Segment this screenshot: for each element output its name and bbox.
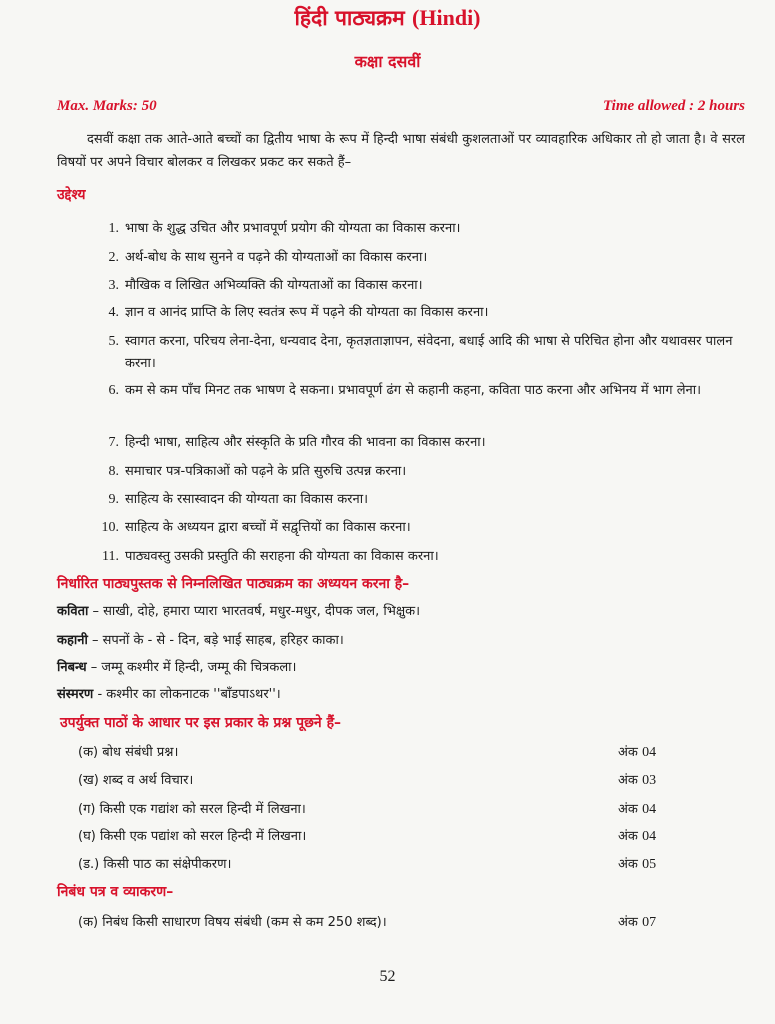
time-allowed: Time allowed : 2 hours (603, 98, 745, 114)
class-subtitle: कक्षा दसवीं (354, 52, 421, 71)
objective-number: 4. (108, 305, 119, 320)
grammar-heading: निबंध पत्र व व्याकरण– (57, 884, 174, 900)
title-hindi: हिंदी पाठ्यक्रम (294, 6, 405, 30)
objective-text: मौखिक व लिखित अभिव्यक्ति की योग्यताओं का विकास करना। (125, 278, 423, 293)
objective-number: 8. (108, 464, 119, 479)
objective-text: साहित्य के अध्ययन द्वारा बच्चों में सद्वृत्तियों का विकास करना। (125, 520, 411, 535)
question-text: (घ) किसी एक पद्यांश को सरल हिन्दी में लिखना। (78, 829, 307, 844)
objective-item (93, 489, 747, 511)
literature-item (57, 630, 344, 652)
literature-label: कविता (57, 604, 89, 619)
literature-label: निबन्ध (57, 660, 87, 675)
objective-item (93, 218, 747, 240)
objective-item (93, 546, 747, 568)
objective-number: 3. (108, 278, 119, 293)
literature-text: – साखी, दोहे, हमारा प्यारा भारतवर्ष, मधुर-मधुर, दीपक जल, भिक्षुक। (88, 604, 421, 619)
literature-item (57, 657, 296, 679)
question-marks (618, 799, 656, 821)
question-marks (618, 854, 656, 876)
literature-label: संस्मरण (57, 687, 94, 702)
objective-number: 7. (108, 435, 119, 450)
objective-item (93, 461, 747, 483)
literature-label: कहानी (57, 633, 88, 648)
question-text: (ग) किसी एक गद्यांश को सरल हिन्दी में लिखना। (78, 802, 306, 817)
objective-number: 5. (108, 334, 119, 349)
literature-item (57, 684, 281, 706)
objective-number: 10. (101, 520, 119, 535)
objective-number: 11. (102, 549, 119, 564)
objective-item (93, 275, 747, 297)
intro-paragraph: दसवीं कक्षा तक आते-आते बच्चों का द्वितीय भाषा के रूप में हिन्दी भाषा संबंधी कुशलताओं पर व्यावहारिक अधिकार तो हो जाता है। वे सरल विषयों पर अपने विचार बोलकर व लिखकर प्रकट कर सकते हैं– (57, 132, 745, 170)
objective-text: समाचार पत्र-पत्रिकाओं को पढ़ने के प्रति सुरुचि उत्पन्न करना। (125, 464, 407, 479)
objective-number: 2. (108, 250, 119, 265)
max-marks: Max. Marks: 50 (57, 98, 157, 114)
question-text: (ड.) किसी पाठ का संक्षेपीकरण। (78, 857, 232, 872)
objective-item (93, 331, 747, 375)
marks-value: 04 (642, 745, 657, 760)
marks-value: 04 (642, 802, 657, 817)
objective-item (93, 247, 747, 269)
objective-item (93, 380, 747, 402)
questions-heading: उपर्युक्त पाठों के आधार पर इस प्रकार के प्रश्न पूछने हैं– (60, 715, 341, 731)
marks-value: 05 (642, 857, 657, 872)
grammar-marks (618, 912, 656, 934)
question-text: (ख) शब्द व अर्थ विचार। (78, 773, 194, 788)
objective-item (93, 432, 747, 454)
marks-label: अंक (618, 745, 638, 760)
question-marks (618, 742, 656, 764)
objective-number: 6. (108, 383, 119, 398)
objective-text: स्वागत करना, परिचय लेना-देना, धन्यवाद देना, कृतज्ञताज्ञापन, संवेदना, बधाई आदि की भाषा से परिचित होना और यथावसर पालन करना। (125, 334, 733, 371)
literature-item (57, 601, 420, 623)
question-marks (618, 826, 656, 848)
question-marks (618, 770, 656, 792)
marks-value: 04 (642, 829, 657, 844)
marks-label: अंक (618, 915, 638, 930)
objective-item (93, 517, 747, 539)
marks-label: अंक (618, 857, 638, 872)
question-text: (क) बोध संबंधी प्रश्न। (78, 745, 179, 760)
objective-item (93, 302, 747, 324)
literature-text: - कश्मीर का लोकनाटक ''बाँडपाऽथर''। (93, 687, 281, 702)
marks-label: अंक (618, 773, 638, 788)
title-latin: (Hindi) (412, 5, 481, 30)
objective-number: 9. (108, 492, 119, 507)
marks-label: अंक (618, 802, 638, 817)
literature-text: – सपनों के - से - दिन, बड़े भाई साहब, हरिहर काका। (87, 633, 344, 648)
objective-text: भाषा के शुद्ध उचित और प्रभावपूर्ण प्रयोग की योग्यता का विकास करना। (125, 221, 461, 236)
page-title (0, 4, 775, 32)
marks-value: 03 (642, 773, 657, 788)
objective-text: साहित्य के रसास्वादन की योग्यता का विकास करना। (125, 492, 369, 507)
objectives-heading: उद्देश्य (57, 187, 86, 203)
literature-text: – जम्मू कश्मीर में हिन्दी, जम्मू की चित्रकला। (86, 660, 297, 675)
objective-text: कम से कम पाँच मिनट तक भाषण दे सकना। प्रभावपूर्ण ढंग से कहानी कहना, कविता पाठ करना और अभिनय में भाग लेना। (125, 383, 702, 398)
grammar-text: (क) निबंध किसी साधारण विषय संबंधी (कम से कम 250 शब्द)। (78, 915, 387, 930)
objective-text: ज्ञान व आनंद प्राप्ति के लिए स्वतंत्र रूप में पढ़ने की योग्यता का विकास करना। (125, 305, 489, 320)
objective-number: 1. (108, 221, 119, 236)
page-number: 52 (379, 968, 396, 985)
marks-label: अंक (618, 829, 638, 844)
objective-text: अर्थ-बोध के साथ सुनने व पढ़ने की योग्यताओं का विकास करना। (125, 250, 428, 265)
objective-text: पाठ्यवस्तु उसकी प्रस्तुति की सराहना की योग्यता का विकास करना। (125, 549, 439, 564)
syllabus-heading: निर्धारित पाठ्यपुस्तक से निम्नलिखित पाठ्यक्रम का अध्ययन करना है– (57, 576, 410, 592)
objective-text: हिन्दी भाषा, साहित्य और संस्कृति के प्रति गौरव की भावना का विकास करना। (125, 435, 486, 450)
marks-value: 07 (642, 915, 657, 930)
